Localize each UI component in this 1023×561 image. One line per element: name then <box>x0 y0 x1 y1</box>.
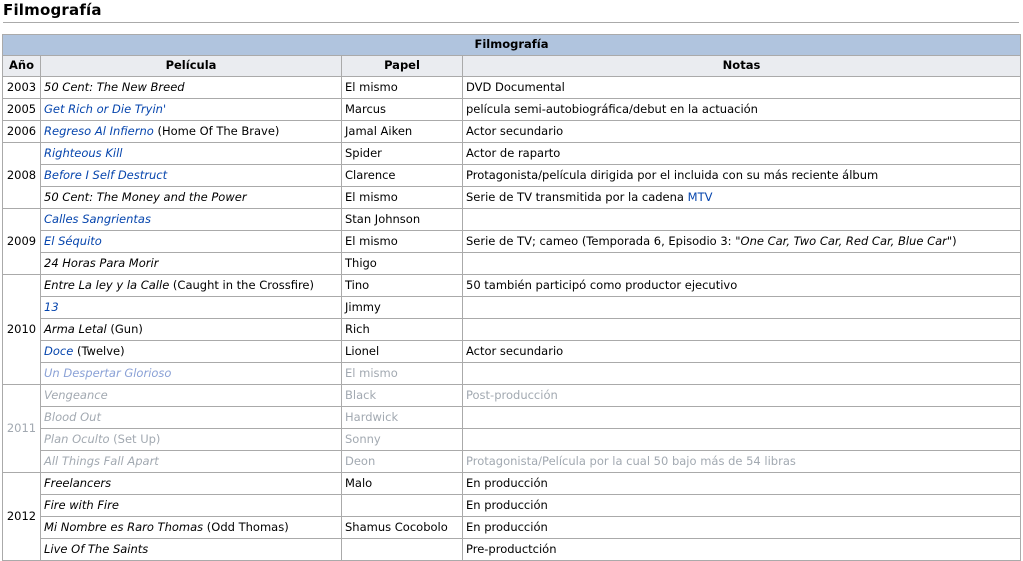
film-link[interactable]: Doce <box>44 343 74 358</box>
notes-cell: película semi-autobiográfica/debut en la actuación <box>463 99 1021 121</box>
film-title: Arma Letal <box>44 321 107 336</box>
notes-cell <box>463 429 1021 451</box>
table-row <box>3 77 1021 99</box>
role-cell: El mismo <box>342 363 463 385</box>
film-cell: 50 Cent: The Money and the Power <box>41 187 342 209</box>
header-year: Año <box>3 56 41 77</box>
notes-cell: En producción <box>463 495 1021 517</box>
film-link[interactable]: 13 <box>44 299 59 314</box>
role-cell: Malo <box>342 473 463 495</box>
table-row <box>3 451 1021 473</box>
film-link[interactable]: Calles Sangrientas <box>44 211 151 226</box>
role-cell: Hardwick <box>342 407 463 429</box>
table-row <box>3 297 1021 319</box>
table-row <box>3 363 1021 385</box>
film-title: Plan Oculto <box>44 431 110 446</box>
notes-cell: Actor de raparto <box>463 143 1021 165</box>
table-row <box>3 121 1021 143</box>
role-cell: Stan Johnson <box>342 209 463 231</box>
role-cell: Clarence <box>342 165 463 187</box>
notes-cell <box>463 363 1021 385</box>
notes-cell: Post-producción <box>463 385 1021 407</box>
role-cell: Deon <box>342 451 463 473</box>
role-cell: El mismo <box>342 187 463 209</box>
section-heading: Filmografía <box>3 1 102 19</box>
table-row <box>3 165 1021 187</box>
notes-cell: Actor secundario <box>463 341 1021 363</box>
table-row <box>3 209 1021 231</box>
table-row <box>3 231 1021 253</box>
year-cell: 2006 <box>3 121 41 143</box>
notes-cell: Actor secundario <box>463 121 1021 143</box>
table-row <box>3 319 1021 341</box>
role-cell: Rich <box>342 319 463 341</box>
notes-link-mtv[interactable]: MTV <box>687 189 713 204</box>
notes-cell <box>463 209 1021 231</box>
table-row <box>3 473 1021 495</box>
film-cell: Live Of The Saints <box>41 539 342 561</box>
film-cell: 50 Cent: The New Breed <box>41 77 342 99</box>
role-cell: Jimmy <box>342 297 463 319</box>
table-row <box>3 517 1021 539</box>
film-original-title: (Odd Thomas) <box>203 519 289 534</box>
notes-text-end: ") <box>946 233 957 248</box>
film-original-title: (Set Up) <box>109 431 161 446</box>
role-cell: El mismo <box>342 231 463 253</box>
year-cell: 2010 <box>3 275 41 385</box>
role-cell: Shamus Cocobolo <box>342 517 463 539</box>
film-original-title: (Twelve) <box>73 343 125 358</box>
role-cell <box>342 539 463 561</box>
film-link[interactable]: Before I Self Destruct <box>44 167 168 182</box>
year-cell: 2005 <box>3 99 41 121</box>
film-original-title: (Home Of The Brave) <box>153 123 280 138</box>
notes-cell: En producción <box>463 473 1021 495</box>
notes-cell: Protagonista/película dirigida por el incluida con su más reciente álbum <box>463 165 1021 187</box>
year-cell: 2011 <box>3 385 41 473</box>
table-row <box>3 99 1021 121</box>
film-cell: Freelancers <box>41 473 342 495</box>
notes-cell: DVD Documental <box>463 77 1021 99</box>
notes-cell: Protagonista/Película por la cual 50 bajo más de 54 libras <box>463 451 1021 473</box>
role-cell: Spider <box>342 143 463 165</box>
role-cell: Jamal Aiken <box>342 121 463 143</box>
table-row <box>3 275 1021 297</box>
table-row <box>3 187 1021 209</box>
year-cell: 2008 <box>3 143 41 209</box>
film-cell: Blood Out <box>41 407 342 429</box>
header-role: Papel <box>342 56 463 77</box>
role-cell: Thigo <box>342 253 463 275</box>
header-notes: Notas <box>463 56 1021 77</box>
notes-text: Serie de TV; cameo (Temporada 6, Episodio 3: " <box>466 233 741 248</box>
role-cell <box>342 495 463 517</box>
table-row <box>3 495 1021 517</box>
table-row <box>3 407 1021 429</box>
film-title: Mi Nombre es Raro Thomas <box>44 519 204 534</box>
role-cell: Black <box>342 385 463 407</box>
table-row <box>3 341 1021 363</box>
film-link[interactable]: Un Despertar Glorioso <box>44 365 172 380</box>
film-original-title: (Caught in the Crossfire) <box>169 277 314 292</box>
notes-cell: En producción <box>463 517 1021 539</box>
film-link[interactable]: El Séquito <box>44 233 102 248</box>
film-cell: All Things Fall Apart <box>41 451 342 473</box>
role-cell: Lionel <box>342 341 463 363</box>
notes-episode-title: One Car, Two Car, Red Car, Blue Car <box>740 233 947 248</box>
role-cell: Tino <box>342 275 463 297</box>
notes-cell: Pre-productción <box>463 539 1021 561</box>
film-cell: Vengeance <box>41 385 342 407</box>
film-link[interactable]: Righteous Kill <box>44 145 123 160</box>
table-row <box>3 539 1021 561</box>
role-cell: Sonny <box>342 429 463 451</box>
table-caption: Filmografía <box>3 35 1021 56</box>
film-link[interactable]: Get Rich or Die Tryin' <box>44 101 167 116</box>
film-title: Entre La ley y la Calle <box>44 277 170 292</box>
film-link[interactable]: Regreso Al Infierno <box>44 123 154 138</box>
film-cell: 24 Horas Para Morir <box>41 253 342 275</box>
notes-cell <box>463 407 1021 429</box>
filmography-table <box>2 34 1021 561</box>
film-original-title: (Gun) <box>106 321 143 336</box>
header-film: Película <box>41 56 342 77</box>
role-cell: El mismo <box>342 77 463 99</box>
table-row <box>3 429 1021 451</box>
notes-cell <box>463 319 1021 341</box>
notes-text: Serie de TV transmitida por la cadena <box>466 189 688 204</box>
year-cell: 2009 <box>3 209 41 275</box>
notes-cell: 50 también participó como productor ejecutivo <box>463 275 1021 297</box>
table-row <box>3 385 1021 407</box>
table-row <box>3 143 1021 165</box>
notes-cell <box>463 297 1021 319</box>
year-cell: 2012 <box>3 473 41 561</box>
film-cell: Fire with Fire <box>41 495 342 517</box>
year-cell: 2003 <box>3 77 41 99</box>
role-cell: Marcus <box>342 99 463 121</box>
heading-divider <box>3 22 1019 23</box>
notes-cell <box>463 253 1021 275</box>
table-row <box>3 253 1021 275</box>
